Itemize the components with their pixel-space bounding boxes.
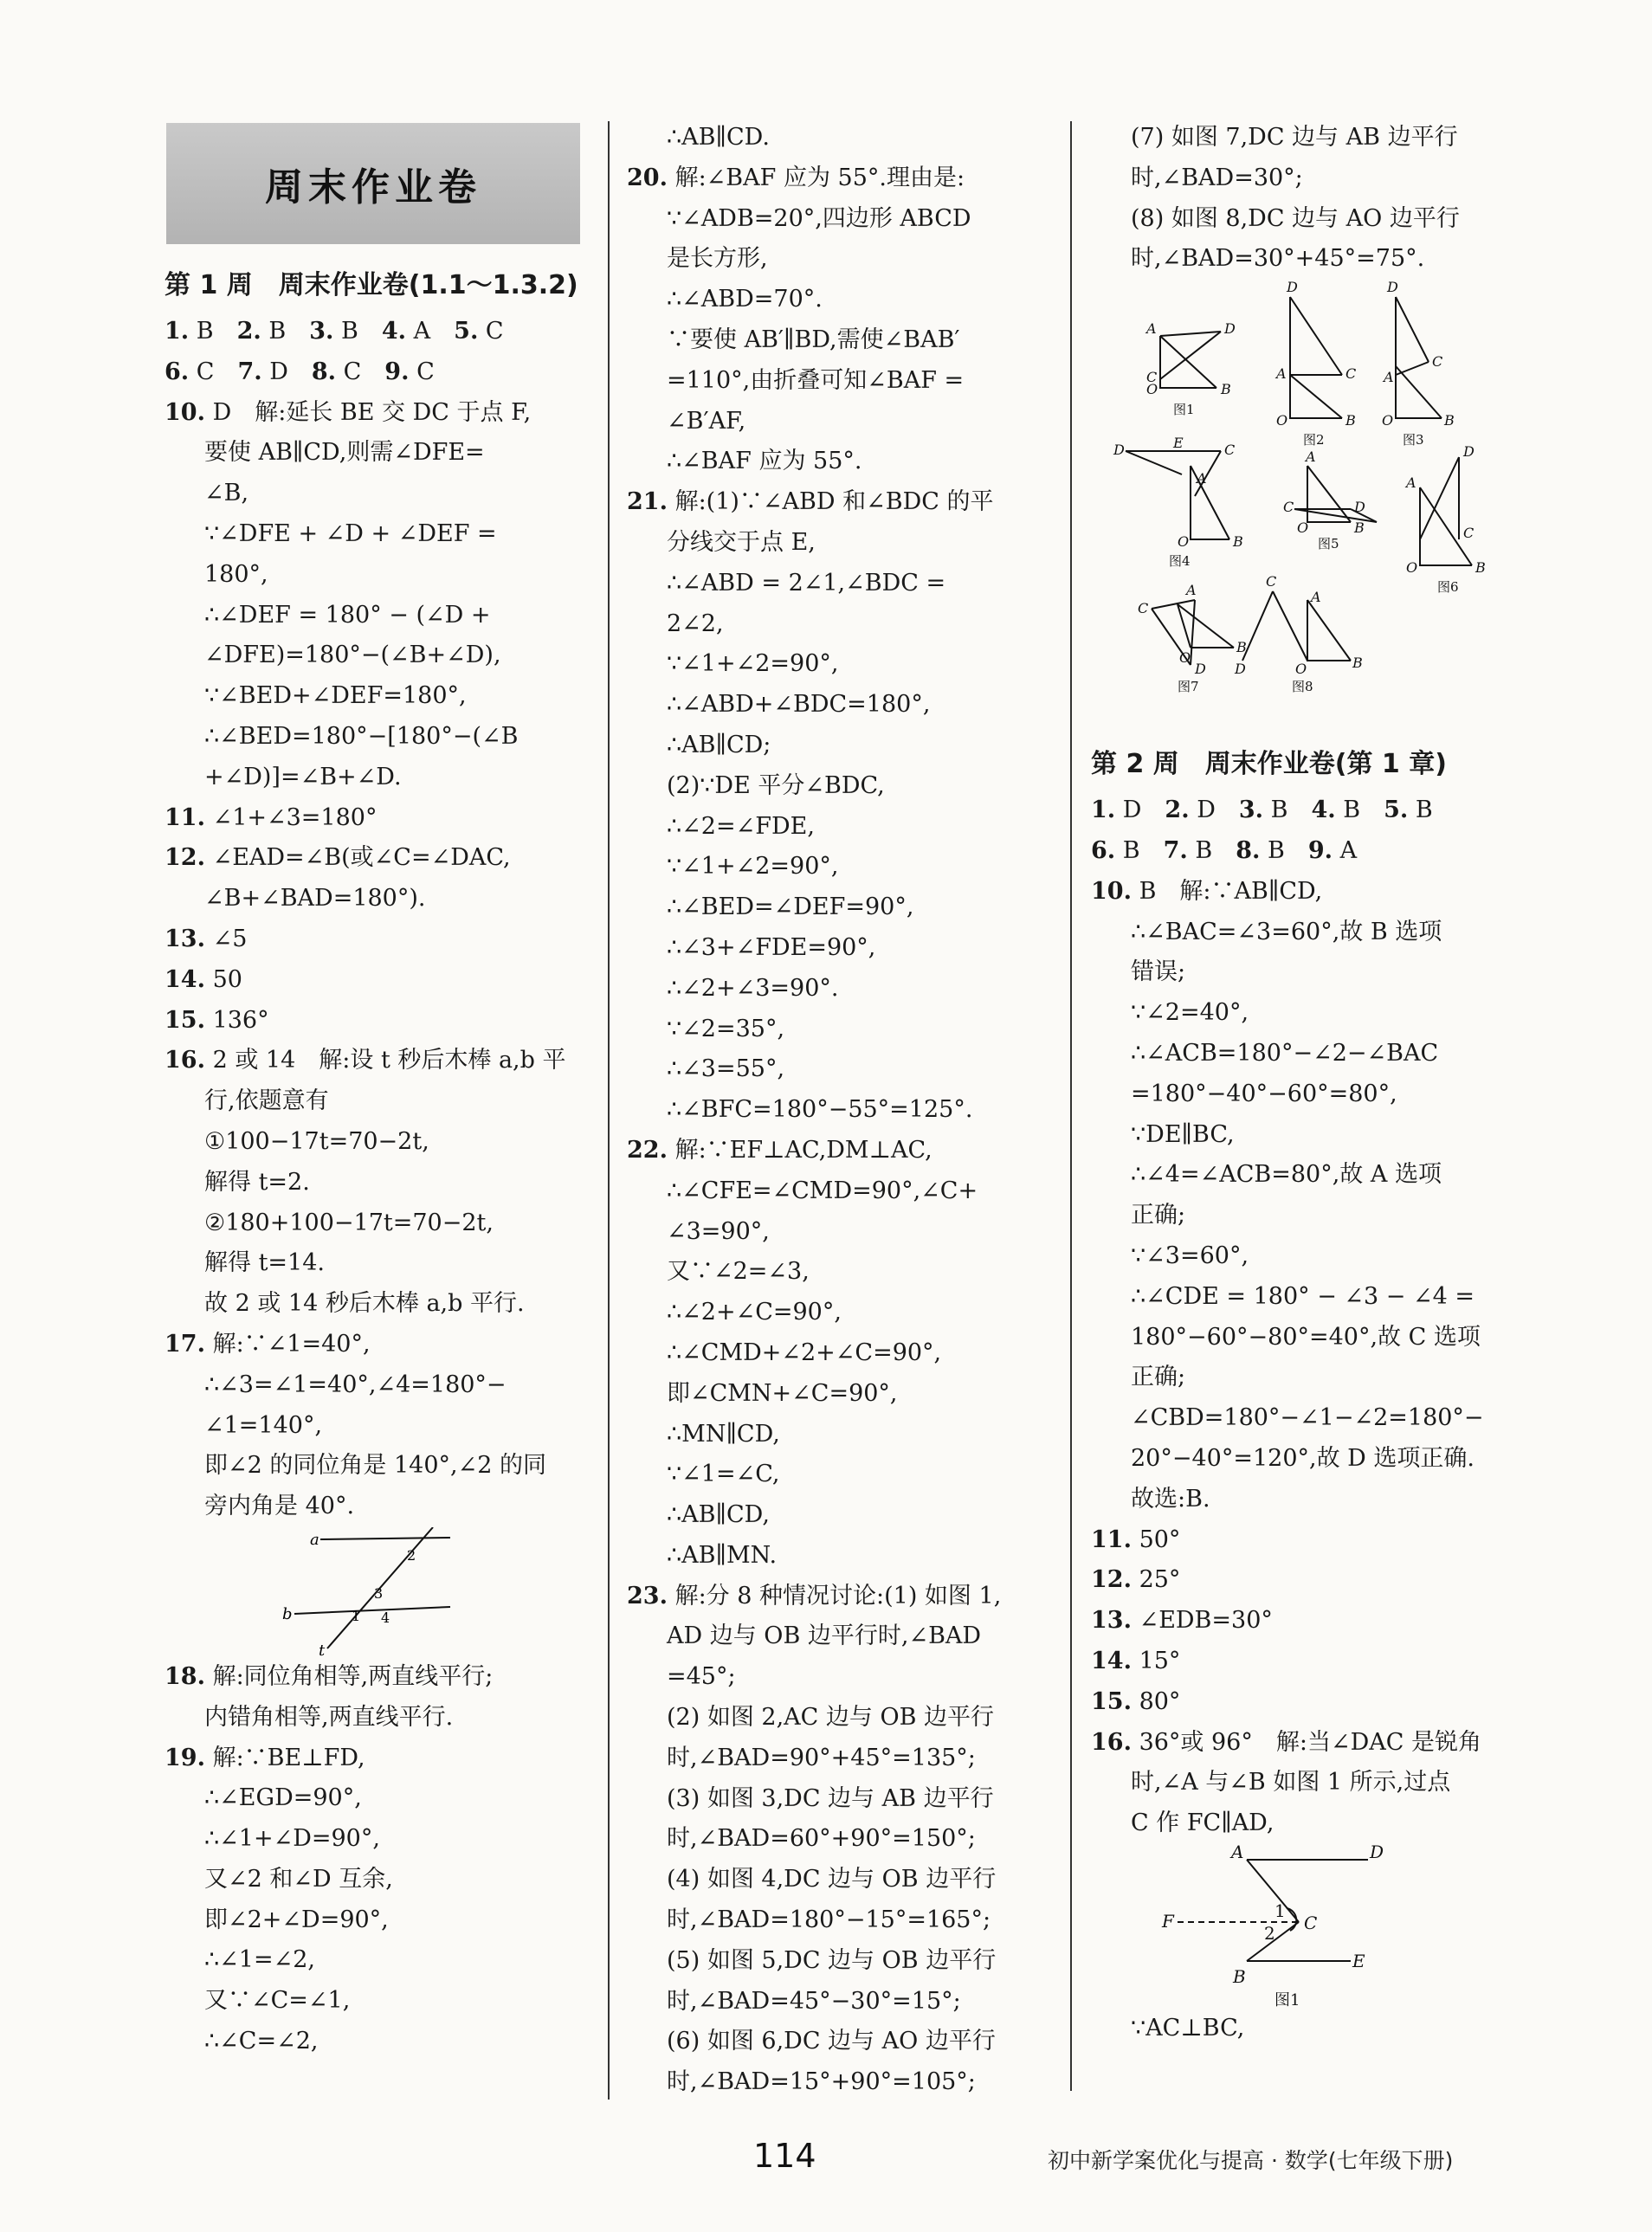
figure-17-parallel-lines [165, 1527, 545, 1657]
fig5-B: B [1354, 519, 1365, 537]
answer-line: ∵∠1+∠2=90°, [667, 650, 839, 678]
figure-23-eight-cases [1091, 280, 1524, 739]
fig1-D: D [1224, 320, 1236, 338]
answer-line: ∠CBD=180°−∠1−∠2=180°− [1131, 1404, 1484, 1432]
fig4-C: C [1224, 442, 1236, 459]
answer-line: ∠B, [204, 480, 249, 507]
answer-line: 时,∠BAD=30°+45°=75°. [1131, 245, 1425, 273]
answer-line: ∴∠BED=180°−[180°−(∠B [204, 722, 519, 750]
fig3-D: D [1387, 280, 1398, 296]
answer-line: 时,∠BAD=90°+45°=135°; [667, 1744, 976, 1771]
fig16-A: A [1231, 1843, 1244, 1862]
answer-line: 内错角相等,两直线平行. [204, 1703, 454, 1731]
answer-line: ∴∠ACB=180°−∠2−∠BAC [1131, 1039, 1439, 1067]
label-1: 1 [352, 1607, 361, 1624]
answer-line: ∴∠2=∠FDE, [667, 812, 815, 840]
column-divider-1 [608, 121, 610, 2100]
answer-line: ∵AC⊥BC, [1131, 2014, 1245, 2042]
answer-line: =45°; [667, 1663, 736, 1691]
answer-line: 即∠2 的同位角是 140°,∠2 的同 [204, 1452, 546, 1480]
answer-line: ①100−17t=70−2t, [204, 1127, 429, 1155]
fig3-B: B [1444, 412, 1455, 429]
answer-line: 故选:B. [1131, 1485, 1210, 1513]
answer-line: ∵∠ADB=20°,四边形 ABCD [667, 204, 971, 232]
fig16-2: 2 [1264, 1922, 1275, 1944]
answer-line: 10. B 解:∵AB∥CD, [1091, 877, 1323, 905]
answer-line: ∴∠BAF 应为 55°. [667, 448, 862, 475]
fig16-1: 1 [1274, 1900, 1286, 1921]
fig6-D: D [1463, 443, 1475, 461]
answer-line: 180°, [204, 560, 268, 588]
fig4-O: O [1178, 533, 1190, 551]
answer-line: 22. 解:∵EF⊥AC,DM⊥AC, [627, 1136, 932, 1164]
answer-line: 6. C 7. D 8. C 9. C [165, 358, 435, 385]
page-number: 114 [753, 2137, 816, 2175]
answer-line: ∴∠ABD=70°. [667, 286, 823, 313]
answer-line: ∵∠1=∠C, [667, 1461, 780, 1488]
answer-line: ∠DFE)=180°−(∠B+∠D), [204, 642, 501, 669]
answer-line: 要使 AB∥CD,则需∠DFE= [204, 439, 485, 467]
answer-line: ∴∠BED=∠DEF=90°, [667, 893, 914, 921]
fig4-A: A [1197, 470, 1207, 487]
answer-line: (7) 如图 7,DC 边与 AB 边平行 [1131, 124, 1458, 151]
label-3: 3 [374, 1584, 384, 1602]
fig5-C: C [1283, 499, 1294, 516]
answer-line: ∠1=140°, [204, 1411, 323, 1439]
answer-line: +∠D)]=∠B+∠D. [204, 763, 402, 790]
answer-line: 1. B 2. B 3. B 4. A 5. C [165, 318, 504, 345]
answer-line: ∴MN∥CD, [667, 1420, 780, 1448]
label-2: 2 [407, 1546, 416, 1564]
fig6-B: B [1475, 559, 1486, 577]
answer-line: ∵∠2=40°, [1131, 999, 1249, 1027]
fig4-caption: 图4 [1169, 553, 1191, 570]
answer-line: 正确; [1131, 1364, 1186, 1391]
section-title: 周末作业卷 [265, 165, 481, 210]
answer-line: =180°−40°−60°=80°, [1131, 1080, 1397, 1107]
answer-line: 正确; [1131, 1202, 1186, 1229]
answer-line: ∴AB∥CD, [667, 1501, 770, 1529]
answer-line: ∴AB∥CD; [667, 731, 771, 758]
fig1-O: O [1146, 381, 1158, 398]
answer-line: 又∵∠C=∠1, [204, 1987, 351, 2015]
fig6-C: C [1463, 525, 1475, 542]
answer-line: ∴∠3+∠FDE=90°, [667, 933, 876, 961]
answer-line: 解得 t=14. [204, 1249, 325, 1277]
fig4-E: E [1173, 435, 1184, 452]
fig2-D: D [1287, 280, 1298, 296]
fig7-C: C [1138, 600, 1149, 617]
answer-line: 20. 解:∠BAF 应为 55°.理由是: [627, 164, 965, 191]
label-t: t [319, 1641, 326, 1657]
answer-line: (2)∵DE 平分∠BDC, [667, 771, 885, 799]
answer-line: ∴∠EGD=90°, [204, 1784, 362, 1812]
fig7-B: B [1236, 639, 1247, 656]
fig3-O: O [1382, 412, 1394, 429]
answer-line: (5) 如图 5,DC 边与 OB 边平行 [667, 1946, 997, 1974]
fig16-E: E [1352, 1950, 1365, 1971]
fig3-A: A [1384, 369, 1394, 386]
answer-line: 时,∠BAD=30°; [1131, 164, 1303, 191]
fig8-C: C [1266, 573, 1277, 590]
answer-line: ∴∠1+∠D=90°, [204, 1825, 380, 1853]
answer-line: 时,∠BAD=60°+90°=150°; [667, 1825, 976, 1853]
answer-line: ∴∠4=∠ACB=80°,故 A 选项 [1131, 1161, 1442, 1189]
fig7-O: O [1179, 649, 1191, 667]
answer-line: ∴∠BFC=180°−55°=125°. [667, 1096, 973, 1124]
answer-line: 错误; [1131, 958, 1186, 986]
answer-line: ∠B+∠BAD=180°). [204, 885, 426, 913]
section-title-box [166, 123, 580, 244]
answer-line: ∠B′AF, [667, 407, 746, 435]
answer-line: (2) 如图 2,AC 边与 OB 边平行 [667, 1704, 995, 1732]
answer-line: 旁内角是 40°. [204, 1493, 355, 1520]
answer-line: ∴∠C=∠2, [204, 2028, 319, 2055]
answer-line: 12. ∠EAD=∠B(或∠C=∠DAC, [165, 844, 511, 872]
answer-line: (8) 如图 8,DC 边与 AO 边平行 [1131, 204, 1460, 232]
answer-line: ∴∠2+∠C=90°, [667, 1299, 842, 1326]
answer-line: ∴∠1=∠2, [204, 1946, 315, 1974]
answer-line: ∴∠CFE=∠CMD=90°,∠C+ [667, 1177, 978, 1204]
answer-line: 14. 50 [165, 965, 242, 993]
answer-line: 21. 解:(1)∵∠ABD 和∠BDC 的平 [627, 488, 994, 516]
answer-line: 13. ∠5 [165, 925, 248, 952]
answer-line: 1. D 2. D 3. B 4. B 5. B [1091, 797, 1433, 824]
answer-line: (3) 如图 3,DC 边与 AB 边平行 [667, 1784, 994, 1812]
fig6-caption: 图6 [1437, 579, 1459, 596]
answer-line: ∴∠CDE = 180° − ∠3 − ∠4 = [1131, 1282, 1475, 1310]
answer-line: 23. 解:分 8 种情况讨论:(1) 如图 1, [627, 1582, 1002, 1609]
answer-line: ∵∠DFE + ∠D + ∠DEF = [204, 519, 497, 547]
answer-line: 时,∠BAD=45°−30°=15°; [667, 1987, 961, 2015]
answer-line: ∠3=90°, [667, 1217, 770, 1245]
answer-line: 16. 2 或 14 解:设 t 秒后木棒 a,b 平 [165, 1047, 566, 1074]
answer-line: C 作 FC∥AD, [1131, 1809, 1274, 1837]
column-2 [627, 118, 1060, 2103]
fig2-C: C [1345, 365, 1357, 383]
section-heading: 第 2 周 周末作业卷(第 1 章) [1091, 749, 1447, 780]
fig6-A: A [1406, 474, 1416, 492]
answer-line: 16. 36°或 96° 解:当∠DAC 是锐角 [1091, 1728, 1481, 1756]
fig2-A: A [1276, 365, 1287, 383]
answer-line: ∴∠3=55°, [667, 1055, 785, 1083]
column-divider-2 [1070, 121, 1072, 2091]
fig1-B: B [1221, 381, 1231, 398]
answer-line: AD 边与 OB 边平行时,∠BAD [667, 1622, 982, 1650]
answer-line: 时,∠A 与∠B 如图 1 所示,过点 [1131, 1769, 1451, 1797]
fig4-B: B [1233, 533, 1243, 551]
answer-line: 时,∠BAD=15°+90°=105°; [667, 2068, 976, 2096]
fig2-O: O [1276, 412, 1288, 429]
answer-line: 时,∠BAD=180°−15°=165°; [667, 1906, 991, 1934]
answer-line: 即∠CMN+∠C=90°, [667, 1379, 898, 1407]
answer-line: 即∠2+∠D=90°, [204, 1906, 389, 1933]
answer-line: 又∵∠2=∠3, [667, 1258, 810, 1286]
fig4-D: D [1113, 442, 1125, 459]
answer-line: (4) 如图 4,DC 边与 OB 边平行 [667, 1866, 997, 1893]
fig5-D: D [1354, 499, 1365, 516]
answer-line: 2∠2, [667, 610, 724, 637]
answer-line: 行,依题意有 [204, 1087, 329, 1115]
answer-line: 12. 25° [1091, 1566, 1181, 1594]
answer-line: ∴∠DEF = 180° − (∠D + [204, 601, 491, 629]
answer-line: ∴AB∥CD. [667, 124, 770, 151]
answer-line: 19. 解:∵BE⊥FD, [165, 1744, 365, 1771]
answer-line: 6. B 7. B 8. B 9. A [1091, 836, 1358, 864]
answer-line: ∵∠1+∠2=90°, [667, 853, 839, 881]
answer-line: 11. 50° [1091, 1526, 1181, 1553]
fig8-O: O [1295, 661, 1307, 678]
label-a: a [310, 1530, 319, 1549]
fig8-D: D [1235, 661, 1246, 678]
answer-line: ∵要使 AB′∥BD,需使∠BAB′ [667, 326, 960, 353]
answer-line: 20°−40°=120°,故 D 选项正确. [1131, 1444, 1475, 1472]
answer-line: 15. 136° [165, 1006, 269, 1034]
column-1 [165, 260, 589, 2062]
fig2-caption: 图2 [1303, 432, 1325, 448]
fig5-O: O [1297, 519, 1309, 537]
fig5-A: A [1306, 448, 1316, 466]
section-heading: 第 1 周 周末作业卷(1.1～1.3.2) [165, 270, 578, 300]
fig16-C: C [1304, 1912, 1318, 1933]
answer-line: 180°−60°−80°=40°,故 C 选项 [1131, 1323, 1481, 1351]
answer-line: 11. ∠1+∠3=180° [165, 803, 378, 831]
fig3-caption: 图3 [1403, 432, 1424, 448]
answer-line: 14. 15° [1091, 1647, 1181, 1674]
fig2-B: B [1345, 412, 1356, 429]
answer-line: 解得 t=2. [204, 1168, 310, 1196]
answer-line: ∴∠ABD+∠BDC=180°, [667, 691, 931, 719]
book-footer: 初中新学案优化与提高 · 数学(七年级下册) [1048, 2148, 1454, 2173]
answer-line: ∴∠ABD = 2∠1,∠BDC = [667, 569, 946, 597]
answer-line: 18. 解:同位角相等,两直线平行; [165, 1662, 494, 1690]
answer-line: ∴∠BAC=∠3=60°,故 B 选项 [1131, 918, 1442, 945]
column-3 [1091, 118, 1524, 2049]
answer-line: ∵DE∥BC, [1131, 1120, 1235, 1148]
fig3-C: C [1432, 353, 1443, 371]
fig8-caption: 图8 [1292, 679, 1313, 695]
fig8-B: B [1352, 655, 1363, 672]
fig6-O: O [1406, 559, 1418, 577]
answer-line: (6) 如图 6,DC 边与 AO 边平行 [667, 2028, 996, 2055]
answer-line: ∵∠BED+∠DEF=180°, [204, 682, 467, 710]
figure-16-parallel-case [1091, 1844, 1524, 2009]
label-4: 4 [381, 1609, 390, 1626]
answer-line: ∴∠CMD+∠2+∠C=90°, [667, 1339, 942, 1366]
fig1-A: A [1146, 320, 1157, 338]
answer-line: ∵∠2=35°, [667, 1015, 785, 1042]
fig1-caption: 图1 [1173, 402, 1195, 418]
fig8-A: A [1311, 589, 1321, 606]
label-b: b [282, 1604, 293, 1623]
answer-line: ∴∠3=∠1=40°,∠4=180°− [204, 1371, 507, 1398]
fig5-caption: 图5 [1318, 536, 1339, 552]
answer-line: 是长方形, [667, 245, 768, 273]
answer-line: ∴AB∥MN. [667, 1541, 778, 1569]
answer-line: 15. 80° [1091, 1687, 1181, 1715]
answer-line: 13. ∠EDB=30° [1091, 1607, 1273, 1635]
answer-line: 17. 解:∵∠1=40°, [165, 1330, 371, 1358]
answer-line: ∵∠3=60°, [1131, 1242, 1249, 1269]
answer-line: 分线交于点 E, [667, 528, 816, 556]
answer-line: ②180+100−17t=70−2t, [204, 1209, 494, 1236]
fig7-caption: 图7 [1178, 679, 1199, 695]
fig16-D: D [1370, 1843, 1384, 1862]
fig16-caption: 图1 [1274, 1990, 1300, 2009]
fig1-C: C [1146, 369, 1158, 386]
answer-line: 10. D 解:延长 BE 交 DC 于点 F, [165, 398, 532, 426]
fig16-F: F [1162, 1910, 1174, 1932]
answer-line: 故 2 或 14 秒后木棒 a,b 平行. [204, 1290, 525, 1318]
answer-line: =110°,由折叠可知∠BAF = [667, 366, 965, 394]
fig16-B: B [1233, 1965, 1246, 1987]
fig7-A: A [1186, 582, 1197, 599]
answer-line: 又∠2 和∠D 互余, [204, 1865, 393, 1893]
answer-line: ∴∠2+∠3=90°. [667, 974, 839, 1002]
fig7-D: D [1195, 661, 1206, 678]
